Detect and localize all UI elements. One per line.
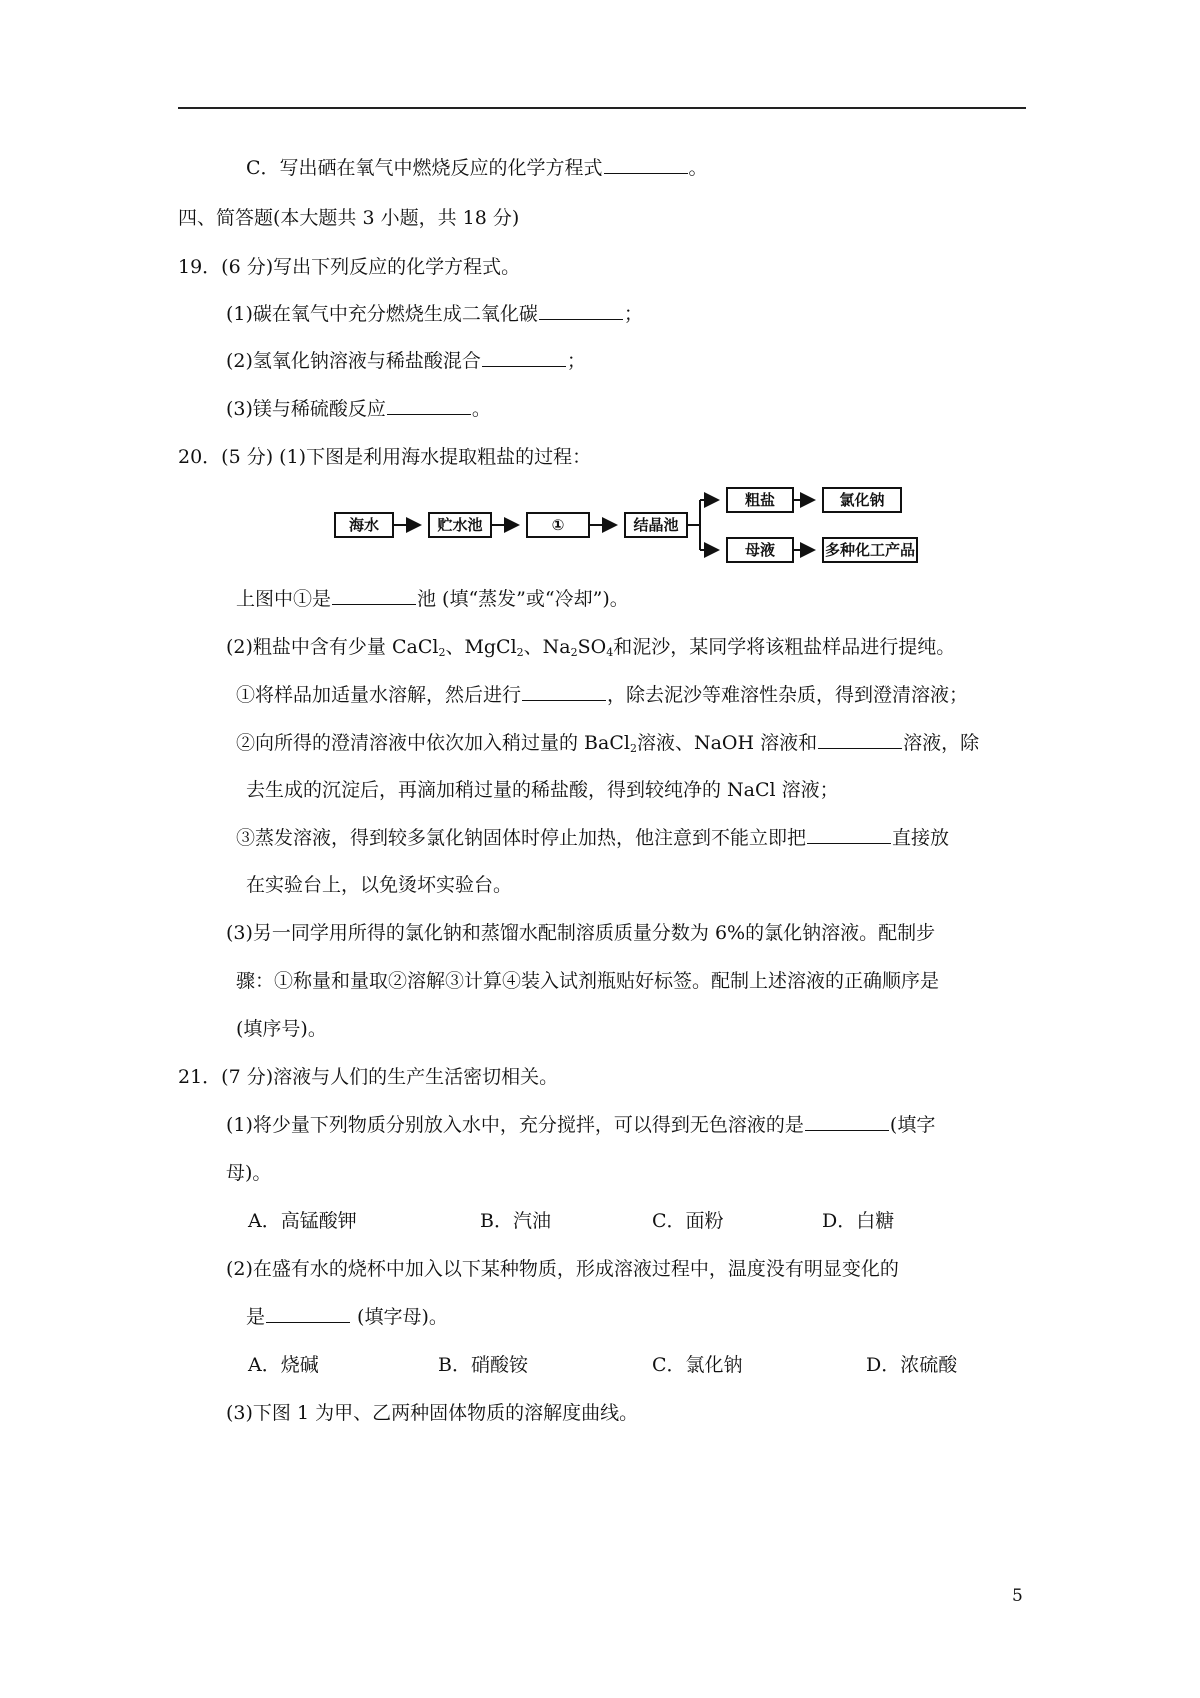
q20-part2: (2)粗盐中含有少量 CaCl$_2$、MgCl$_2$、$Na_2SO_4$和泥沙，某同学将该粗盐样品进行提纯。: [226, 636, 956, 659]
box-step1: ①: [526, 512, 590, 538]
box-chemicals: 多种化工产品: [822, 537, 918, 563]
q19-part3: (3)镁与稀硫酸反应 。: [226, 398, 491, 420]
q20-step2-cont: 去生成的沉淀后，再滴加稍过量的稀盐酸，得到较纯净的 NaCl 溶液；: [246, 779, 839, 801]
q21-stem: 21．(7 分)溶液与人们的生产生活密切相关。: [178, 1066, 559, 1088]
q18c-line: C．写出硒在氧气中燃烧反应的化学方程式 。: [246, 157, 708, 179]
q20-step1: ①将样品加适量水溶解，然后进行 ，除去泥沙等难溶性杂质，得到澄清溶液；: [236, 684, 969, 706]
box-mother-liquor: 母液: [726, 537, 794, 563]
q20-stem: 20．(5 分) (1)下图是利用海水提取粗盐的过程：: [178, 446, 592, 468]
q21-p1-option-c: C．面粉: [652, 1210, 724, 1232]
answer-blank[interactable]: [482, 348, 566, 367]
q21-part2-cont: 是 (填字母)。: [246, 1306, 448, 1328]
answer-blank[interactable]: [818, 730, 902, 749]
q20-part3-cont: 骤：①称量和量取②溶解③计算④装入试剂瓶贴好标签。配制上述溶液的正确顺序是: [236, 970, 940, 992]
q21-p1-option-b: B．汽油: [480, 1210, 551, 1232]
q21-part1: (1)将少量下列物质分别放入水中，充分搅拌，可以得到无色溶液的是 (填字: [226, 1114, 936, 1136]
box-crystallizer: 结晶池: [624, 512, 688, 538]
q21-p1-option-d: D．白糖: [822, 1210, 895, 1232]
q21-p2-option-d: D．浓硫酸: [866, 1354, 958, 1376]
box-reservoir: 贮水池: [428, 512, 492, 538]
q20-part3: (3)另一同学用所得的氯化钠和蒸馏水配制溶质质量分数为 6%的氯化钠溶液。配制步: [226, 922, 936, 944]
q20-step3: ③蒸发溶液，得到较多氯化钠固体时停止加热，他注意到不能立即把 直接放: [236, 827, 950, 849]
q21-p2-option-c: C．氯化钠: [652, 1354, 743, 1376]
page-number: 5: [1012, 1586, 1023, 1606]
q20-step2: ②向所得的澄清溶液中依次加入稍过量的 BaCl$_2$溶液、NaOH 溶液和 溶液，除: [236, 732, 980, 755]
q20-step3-cont: 在实验台上，以免烫坏实验台。: [246, 874, 513, 896]
answer-blank[interactable]: [387, 396, 471, 415]
answer-blank[interactable]: [805, 1112, 889, 1131]
salt-extraction-flowchart: [330, 478, 920, 568]
header-rule: [178, 107, 1026, 109]
box-crude-salt: 粗盐: [726, 487, 794, 513]
q20-part3-end: (填序号)。: [236, 1018, 327, 1040]
q21-p2-option-a: A．烧碱: [248, 1354, 319, 1376]
q21-part2: (2)在盛有水的烧杯中加入以下某种物质，形成溶液过程中，温度没有明显变化的: [226, 1258, 899, 1280]
q19-part2: (2)氢氧化钠溶液与稀盐酸混合 ；: [226, 350, 586, 372]
section-title: 四、简答题(本大题共 3 小题，共 18 分): [178, 207, 520, 229]
q19-part1: (1)碳在氧气中充分燃烧生成二氧化碳 ；: [226, 303, 643, 325]
box-nacl: 氯化钠: [822, 487, 902, 513]
answer-blank[interactable]: [332, 586, 416, 605]
answer-blank[interactable]: [522, 682, 606, 701]
answer-blank[interactable]: [807, 825, 891, 844]
q21-part1-cont: 母)。: [226, 1162, 272, 1184]
q21-part3: (3)下图 1 为甲、乙两种固体物质的溶解度曲线。: [226, 1402, 639, 1424]
q20-fill1: 上图中①是 池 (填“蒸发”或“冷却”)。: [236, 588, 629, 610]
q21-p2-option-b: B．硝酸铵: [438, 1354, 528, 1376]
answer-blank[interactable]: [604, 155, 688, 174]
answer-blank[interactable]: [266, 1304, 350, 1323]
answer-blank[interactable]: [539, 301, 623, 320]
q21-p1-option-a: A．高锰酸钾: [248, 1210, 357, 1232]
q19-stem: 19．(6 分)写出下列反应的化学方程式。: [178, 256, 521, 278]
box-seawater: 海水: [334, 512, 394, 538]
